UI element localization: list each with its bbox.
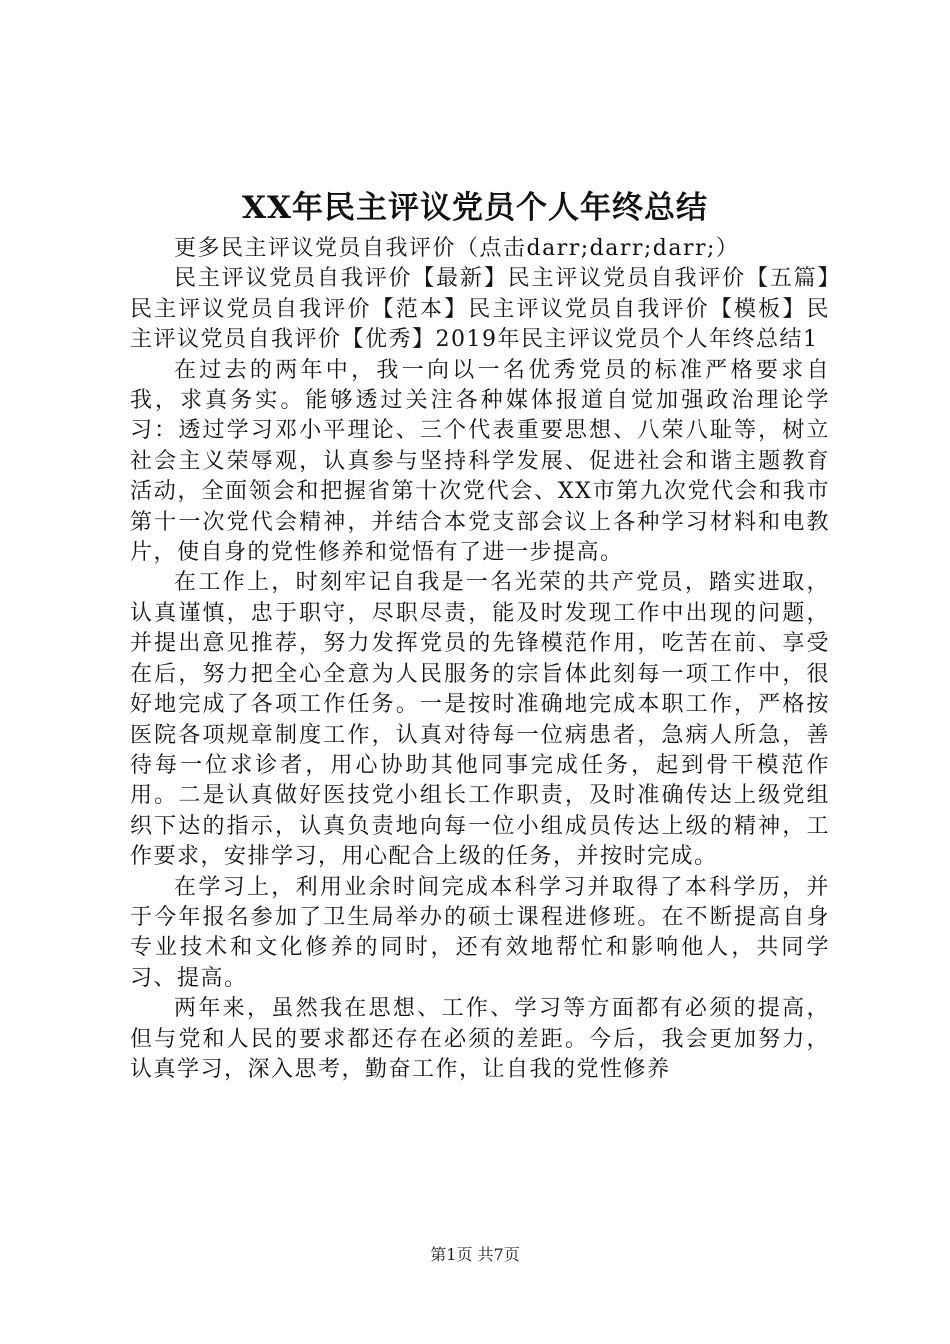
more-links-line[interactable]: 更多民主评议党员自我评价（点击darr;darr;darr;） <box>174 236 740 261</box>
paragraph-study: 在学习上，利用业余时间完成本科学习并取得了本科学历，并于今年报名参加了卫生局举办的硕士课程进修班。在不断提高自身专业技术和文化修养的同时，还有效地帮忙和影响他人，共同学习、提高。 <box>130 874 830 991</box>
page-number-footer: 第1页 共7页 <box>430 1245 520 1264</box>
paragraph-thought: 在过去的两年中，我一向以一名优秀党员的标准严格要求自我，求真务实。能够透过关注各种媒体报道自觉加强政治理论学习：透过学习邓小平理论、三个代表重要思想、八荣八耻等，树立社会主义荣辱观，认真参与坚持科学发展、促进社会和谐主题教育活动，全面领会和把握省第十次党代会、XX市第九次党代会和我市第十一次党代会精神，并结合本党支部会议上各种学习材料和电教片，使自身的党性修养和觉悟有了进一步提高。 <box>130 357 830 566</box>
document-title: XX年民主评议党员个人年终总结 <box>241 190 709 226</box>
paragraph-work: 在工作上，时刻牢记自我是一名光荣的共产党员，踏实进取，认真谨慎，忠于职守，尽职尽责，能及时发现工作中出现的问题，并提出意见推荐，努力发挥党员的先锋模范作用，吃苦在前、享受在后，努力把全心全意为人民服务的宗旨体此刻每一项工作中，很好地完成了各项工作任务。一是按时准确地完成本职工作，严格按医院各项规章制度工作，认真对待每一位病患者，急病人所急，善待每一位求诊者，用心协助其他同事完成任务，起到骨干模范作用。二是认真做好医技党小组长工作职责，及时准确传达上级党组织下达的指示，认真负责地向每一位小组成员传达上级的精神，工作要求，安排学习，用心配合上级的任务，并按时完成。 <box>130 570 830 870</box>
document-body <box>130 234 830 1085</box>
paragraph-conclusion: 两年来，虽然我在思想、工作、学习等方面都有必须的提高，但与党和人民的要求都还存在必须的差距。今后，我会更加努力，认真学习，深入思考，勤奋工作，让自我的党性修养 <box>130 996 830 1082</box>
related-links-paragraph[interactable]: 民主评议党员自我评价【最新】民主评议党员自我评价【五篇】民主评议党员自我评价【范本】民主评议党员自我评价【模板】民主评议党员自我评价【优秀】2019年民主评议党员个人年终总结1 <box>130 266 830 353</box>
